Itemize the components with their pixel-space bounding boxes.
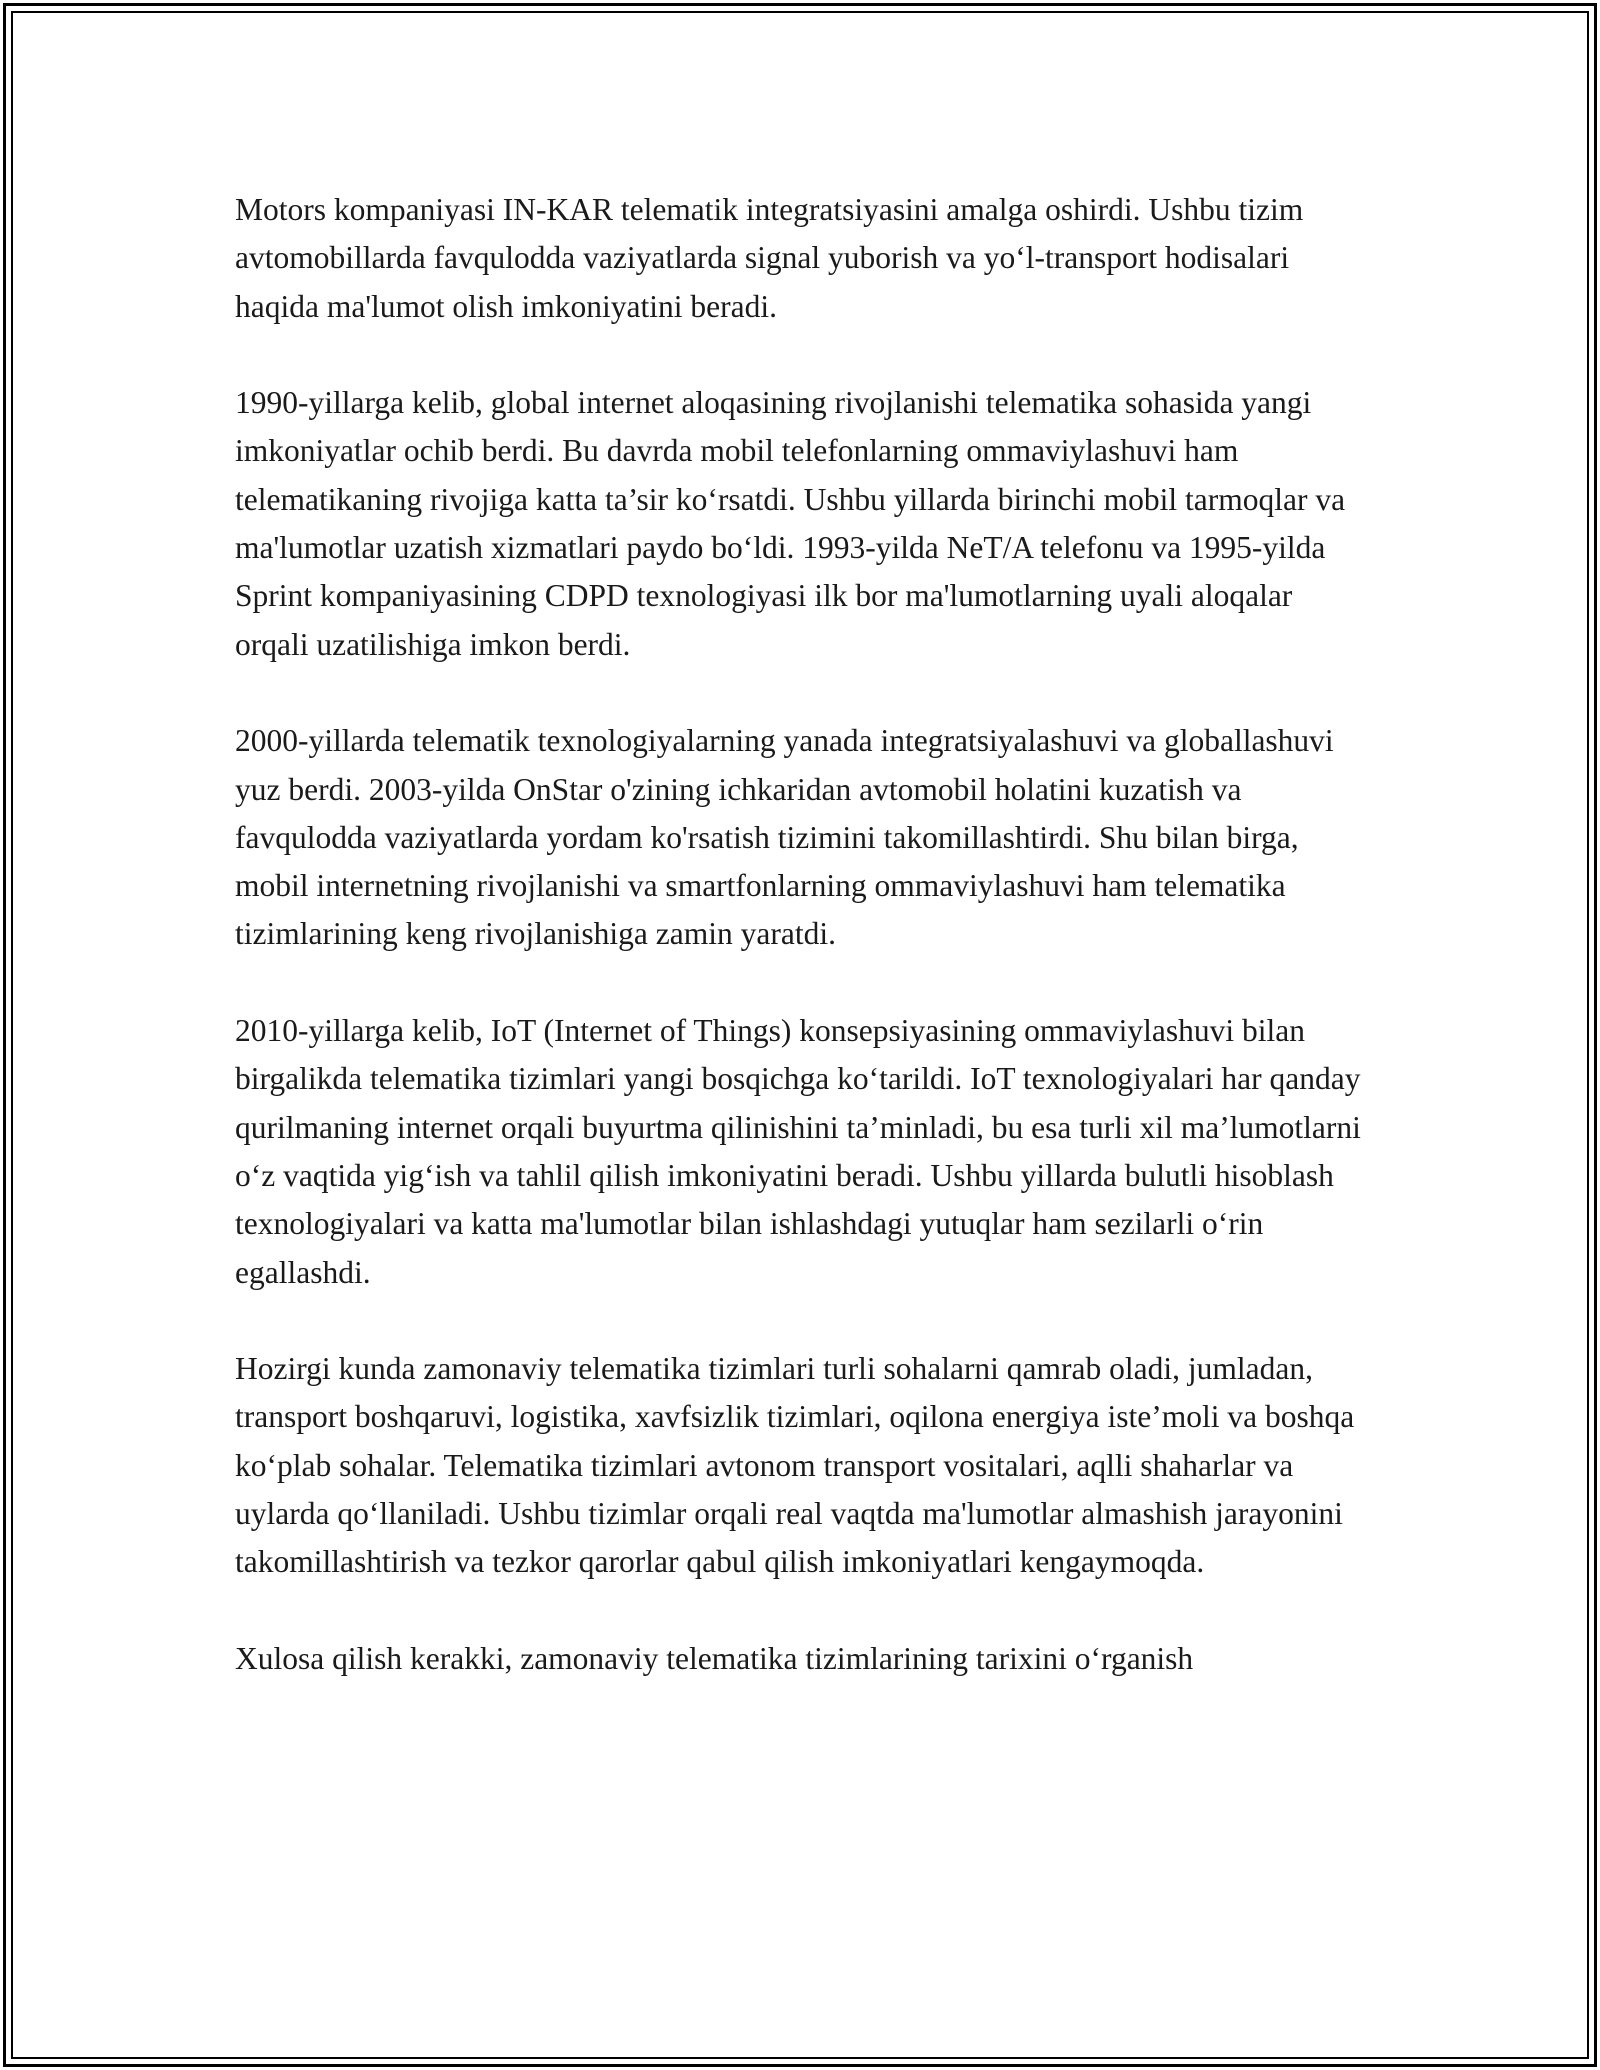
document-body: [235, 186, 1365, 1683]
paragraph-2: 1990-yillarga kelib, global internet aloqasining rivojlanishi telematika sohasida yangi imkoniyatlar ochib berdi. Bu davrda mobil telefonlarning ommaviylashuvi ham telematikaning rivojiga katta ta’sir koʻrsatdi. Ushbu yillarda birinchi mobil tarmoqlar va ma'lumotlar uzatish xizmatlari paydo boʻldi. 1993-yilda NeT/A telefonu va 1995-yilda Sprint kompaniyasining CDPD texnologiyasi ilk bor ma'lumotlarning uyali aloqalar orqali uzatilishiga imkon berdi.: [235, 385, 1346, 662]
paragraph-1: Motors kompaniyasi IN-KAR telematik integratsiyasini amalga oshirdi. Ushbu tizim avtomobillarda favqulodda vaziyatlarda signal yuborish va yoʻl-transport hodisalari haqida ma'lumot olish imkoniyatini beradi.: [235, 192, 1304, 324]
paragraph-6: Xulosa qilish kerakki, zamonaviy telematika tizimlarining tarixini oʻrganish: [235, 1640, 1194, 1676]
paragraph-5: Hozirgi kunda zamonaviy telematika tizimlari turli sohalarni qamrab oladi, jumladan, transport boshqaruvi, logistika, xavfsizlik tizimlari, oqilona energiya iste’moli va boshqa koʻplab sohalar. Telematika tizimlari avtonom transport vositalari, aqlli shaharlar va uylarda qoʻllaniladi. Ushbu tizimlar orqali real vaqtda ma'lumotlar almashish jarayonini takomillashtirish va tezkor qarorlar qabul qilish imkoniyatlari kengaymoqda.: [235, 1351, 1355, 1580]
paragraph-3: 2000-yillarda telematik texnologiyalarning yanada integratsiyalashuvi va globallashuvi yuz berdi. 2003-yilda OnStar o'zining ichkaridan avtomobil holatini kuzatish va favqulodda vaziyatlarda yordam ko'rsatish tizimini takomillashtirdi. Shu bilan birga, mobil internetning rivojlanishi va smartfonlarning ommaviylashuvi ham telematika tizimlarining keng rivojlanishiga zamin yaratdi.: [235, 723, 1334, 952]
paragraph-4: 2010-yillarga kelib, IoT (Internet of Things) konsepsiyasining ommaviylashuvi bilan birgalikda telematika tizimlari yangi bosqichga koʻtarildi. IoT texnologiyalari har qanday qurilmaning internet orqali buyurtma qilinishini ta’minladi, bu esa turli xil ma’lumotlarni oʻz vaqtida yigʻish va tahlil qilish imkoniyatini beradi. Ushbu yillarda bulutli hisoblash texnologiyalari va katta ma'lumotlar bilan ishlashdagi yutuqlar ham sezilarli oʻrin egallashdi.: [235, 1013, 1361, 1290]
